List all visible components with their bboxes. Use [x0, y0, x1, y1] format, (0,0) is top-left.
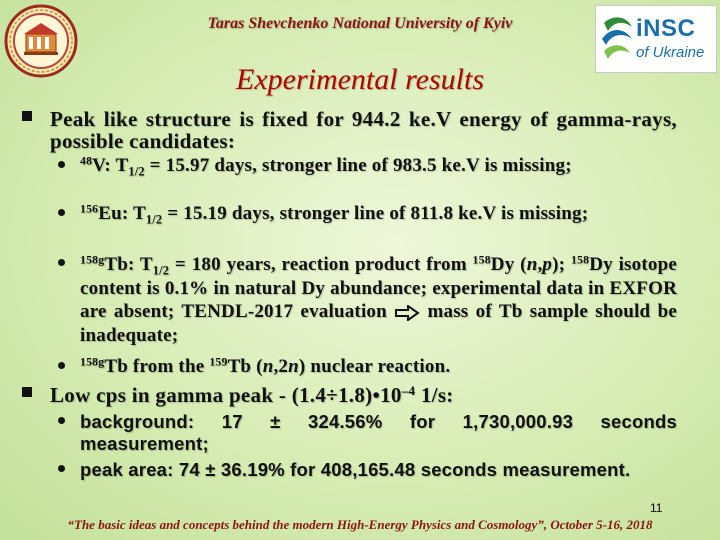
candidate-tb158g [58, 253, 677, 347]
round-bullet-icon [58, 259, 65, 266]
bullet-text: Peak like structure is fixed for 944.2 ke.V energy of gamma-rays, possible candidates: [50, 107, 677, 153]
round-bullet-icon [58, 417, 65, 424]
footer-conference: “The basic ideas and concepts behind the modern High-Energy Physics and Cosmology”, October 5-16, 2018 [67, 517, 653, 532]
candidate-text: $^{158g}$Tb: $T_{1/2} = 180$ years, reaction product from $^{158}$Dy (n,p); $^{158}$Dy isotope content is 0.1% in natural Dy abundance; experimental data in EXFOR are absent; TENDL-2017 evaluation mass of Tb sample should be inadequate; [80, 253, 678, 346]
arrow-right-icon [394, 305, 420, 321]
slide-title: Experimental results [235, 63, 484, 96]
candidate-v48 [58, 154, 677, 179]
bullet-text: Low cps in gamma peak - $(1.4\div 1.8)•10^{-4}$ 1/s: [50, 382, 454, 407]
candidate-eu156 [58, 202, 677, 227]
round-bullet-icon [58, 465, 65, 472]
logo-text-of-ukraine: of Ukraine [636, 44, 705, 61]
item-background [58, 411, 677, 455]
candidate-text: $^{158g}$Tb from the $^{159}$Tb (n,2n) nuclear reaction. [80, 355, 451, 377]
candidate-text: $^{156}$Eu: $T_{1/2} = 15.19$ days, stronger line of 811.8 ke.V is missing; [80, 202, 589, 227]
candidate-text: $^{48}$V: $T_{1/2} = 15.97$ days, stronger line of 983.5 ke.V is missing; [80, 154, 572, 179]
round-bullet-icon [58, 161, 65, 168]
candidate-tb158g-reaction [58, 356, 677, 377]
logo-text-insc: iNSC [636, 15, 696, 42]
round-bullet-icon [58, 209, 65, 216]
item-text: background: 17 ± 324.56% for 1,730,000.93 seconds measurement; [80, 411, 677, 454]
page-number: 11 [650, 501, 663, 515]
bullet-low-cps [22, 384, 677, 406]
round-bullet-icon [58, 362, 65, 369]
university-name: Taras Shevchenko National University of Kyiv [207, 15, 513, 32]
insc-emblem-icon [598, 9, 638, 69]
item-text: peak area: 74 ± 36.19% for 408,165.48 seconds measurement. [80, 459, 631, 480]
square-bullet-icon [22, 111, 32, 121]
bullet-peak-structure [22, 108, 677, 152]
square-bullet-icon [22, 387, 32, 397]
item-peak-area [58, 459, 677, 481]
